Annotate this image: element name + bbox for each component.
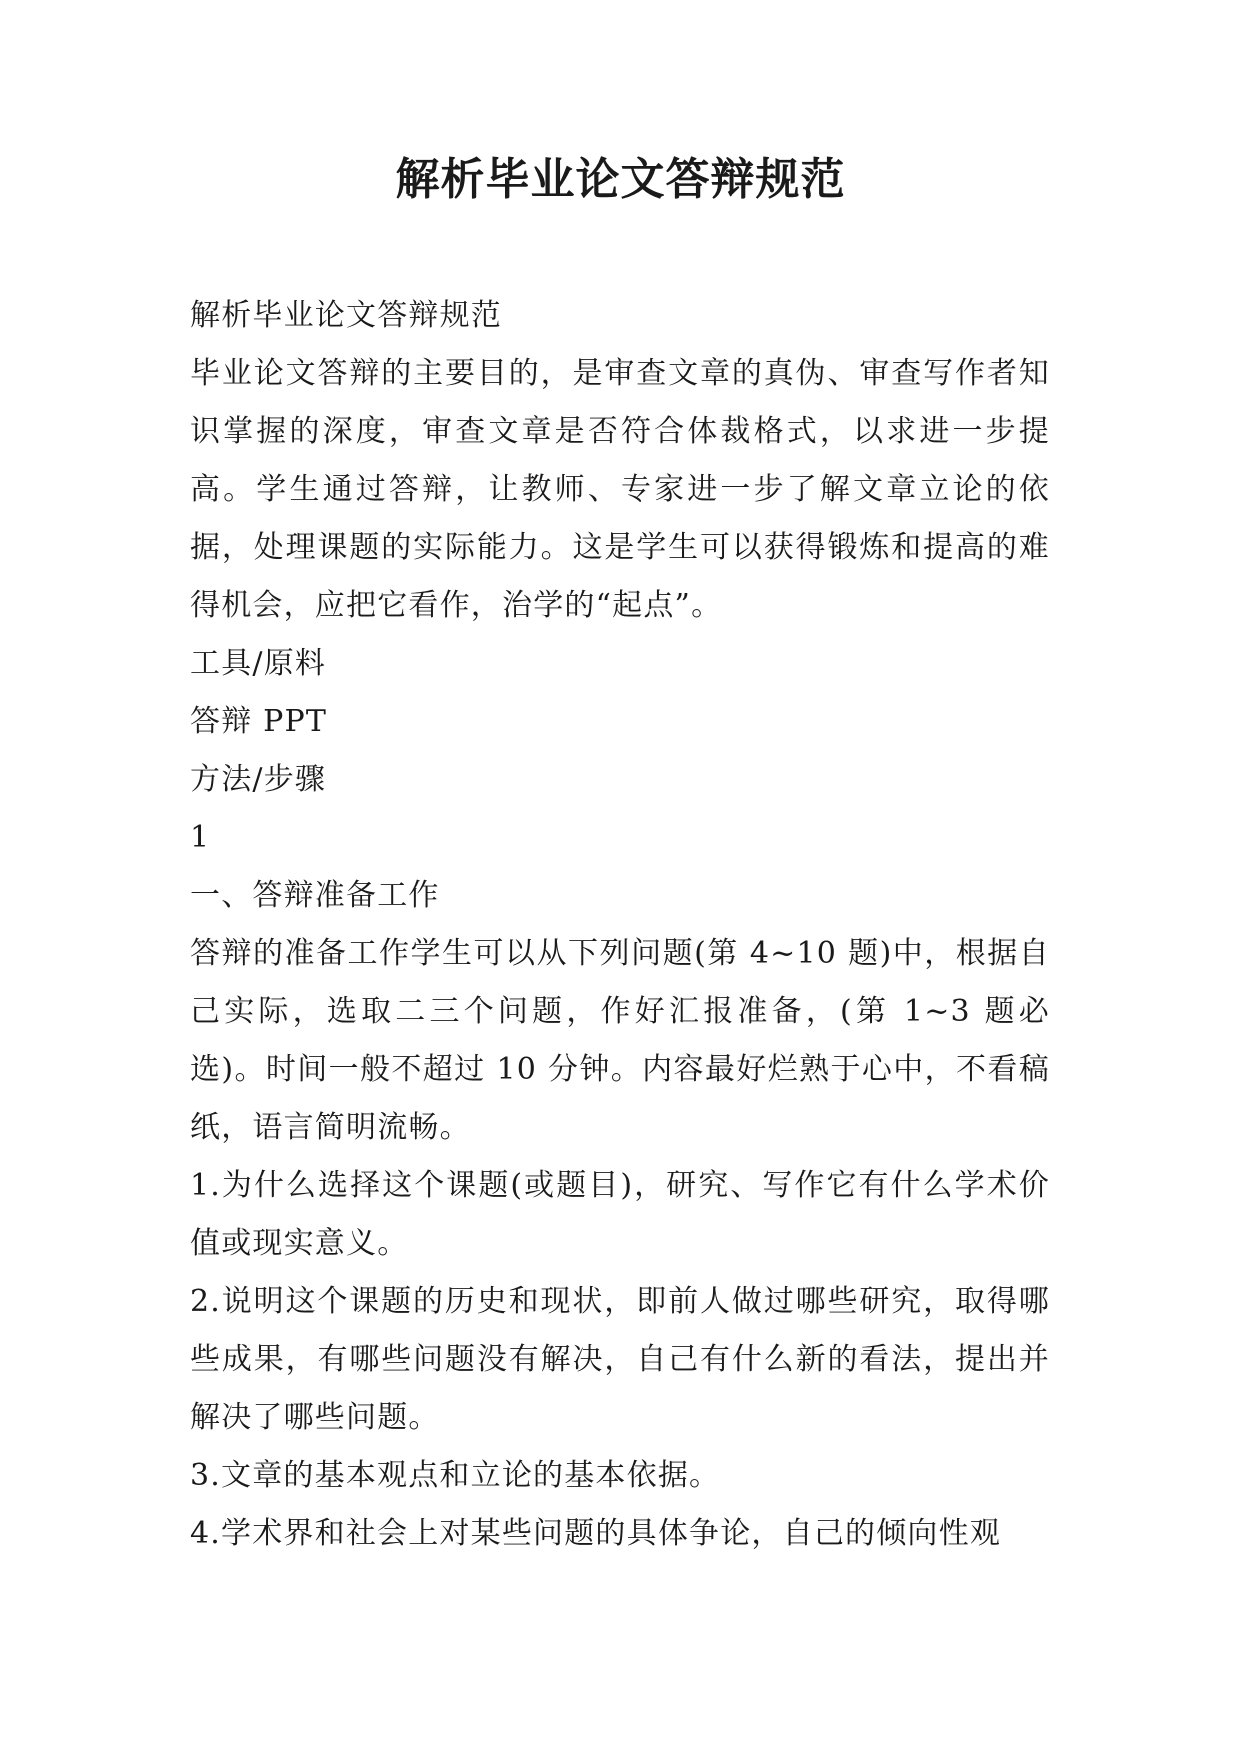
list-item-1: 1.为什么选择这个课题(或题目)，研究、写作它有什么学术价值或现实意义。 (190, 1168, 1050, 1261)
list-item-4: 4.学术界和社会上对某些问题的具体争论，自己的倾向性观 (190, 1516, 1002, 1551)
step-number: 1 (190, 820, 211, 855)
list-item-2: 2.说明这个课题的历史和现状，即前人做过哪些研究，取得哪些成果，有哪些问题没有解决，自己有什么新的看法，提出并解决了哪些问题。 (190, 1284, 1050, 1435)
materials-heading: 工具/原料 (190, 646, 327, 681)
list-item-3: 3.文章的基本观点和立论的基本依据。 (190, 1458, 721, 1493)
document-body (190, 287, 1050, 1563)
intro-paragraph: 毕业论文答辩的主要目的，是审查文章的真伪、审查写作者知识掌握的深度，审查文章是否符合体裁格式，以求进一步提高。学生通过答辩，让教师、专家进一步了解文章立论的依据，处理课题的实际能力。这是学生可以获得锻炼和提高的难得机会，应把它看作，治学的“起点”。 (190, 356, 1050, 623)
document-title: 解析毕业论文答辩规范 (395, 154, 846, 205)
materials-item: 答辩 PPT (190, 704, 328, 739)
section-heading: 一、答辩准备工作 (190, 878, 440, 913)
steps-heading: 方法/步骤 (190, 762, 327, 797)
preparation-paragraph: 答辩的准备工作学生可以从下列问题(第 4~10 题)中，根据自己实际，选取二三个问题，作好汇报准备，(第 1~3 题必选)。时间一般不超过 10 分钟。内容最好烂熟于心中，不看稿纸，语言简明流畅。 (190, 936, 1050, 1145)
body-heading: 解析毕业论文答辩规范 (190, 298, 502, 333)
